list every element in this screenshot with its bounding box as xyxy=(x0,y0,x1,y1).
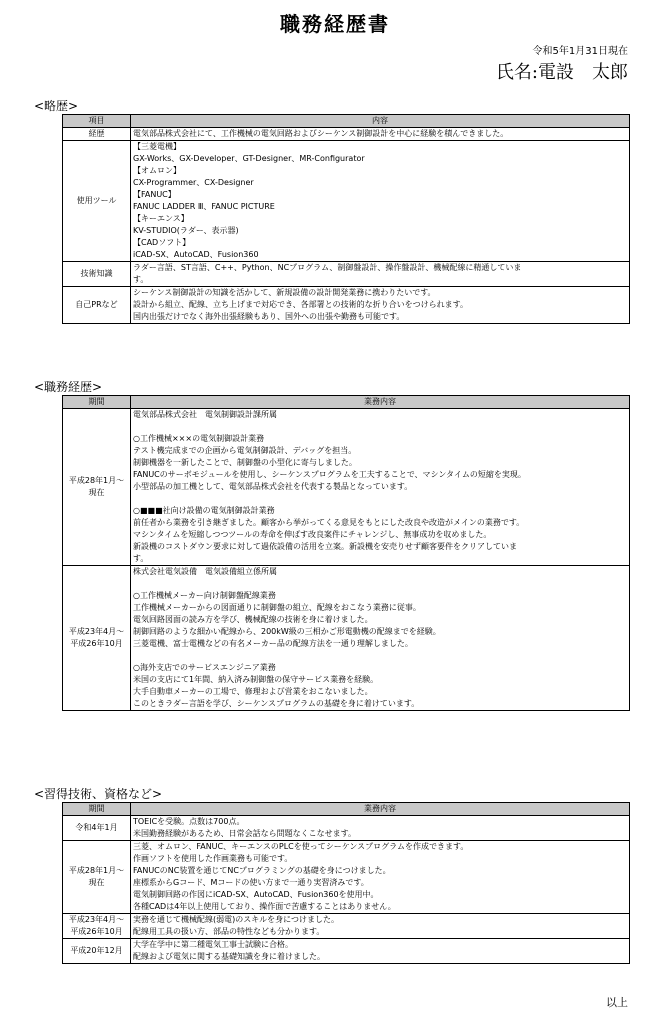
summary-row-content xyxy=(131,141,630,262)
career-row-line: ○工作機械×××の電気制御設計業務 xyxy=(133,434,265,443)
career-row-line: す。 xyxy=(133,554,149,563)
summary-row-line: FANUC LADDER Ⅲ、FANUC PICTURE xyxy=(133,202,275,211)
skills-row-label-line: 平成20年12月 xyxy=(70,946,123,955)
career-row xyxy=(63,566,630,711)
summary-row-line: CX-Programmer、CX-Designer xyxy=(133,178,254,187)
career-row-line: 大手自動車メーカーの工場で、修理および営業をおこないました。 xyxy=(133,687,373,696)
career-row-line: 新設機のコストダウン要求に対して過依設備の活用を立案。新設機を安売りせず顧客要件をクリアしていま xyxy=(133,542,517,551)
skills-row-label xyxy=(63,841,131,914)
summary-row-line: 【FANUC】 xyxy=(133,190,176,199)
career-row-line: ○海外支店でのサービスエンジニア業務 xyxy=(133,663,276,672)
skills-row-line: 座標系からGコード、Mコードの使い方まで一通り実習済みです。 xyxy=(133,878,369,887)
career-row-line: テスト機完成までの企画から電気制御設計、デバッグを担当。 xyxy=(133,446,357,455)
career-table xyxy=(62,395,630,711)
career-row-line: 電気回路図面の読み方を学び、機械配線の技術を身に着けました。 xyxy=(133,615,373,624)
skills-row-line: 作画ソフトを使用した作画業務も可能です。 xyxy=(133,854,293,863)
blank-line xyxy=(133,421,627,433)
career-row-label-line: 平成23年4月～ xyxy=(68,627,125,636)
career-row-label-line: 平成26年10月 xyxy=(70,639,123,648)
summary-row xyxy=(63,262,630,287)
career-row-label xyxy=(63,409,131,566)
summary-row-content xyxy=(131,262,630,287)
career-row-line: 制御回路のような細かい配線から、200kW級の三相かご形電動機の配線までを経験。 xyxy=(133,627,441,636)
career-header-period: 期間 xyxy=(63,396,131,409)
skills-row-content xyxy=(131,939,630,964)
blank-line xyxy=(133,493,627,505)
summary-row-line: 【オムロン】 xyxy=(133,166,181,175)
skills-row-line: 各種CADは4年以上使用しており、操作面で苦慮することはありません。 xyxy=(133,902,396,911)
summary-row-label: 経歴 xyxy=(63,128,131,141)
career-row-line: 三菱電機、富士電機などの有名メーカー品の配線方法を一通り理解しました。 xyxy=(133,639,413,648)
summary-row-line: iCAD-SX、AutoCAD、Fusion360 xyxy=(133,250,259,259)
skills-row-label xyxy=(63,816,131,841)
career-row-label-line: 平成28年1月～ xyxy=(68,476,125,485)
summary-row-content xyxy=(131,128,630,141)
skills-row-line: 大学在学中に第二種電気工事士試験に合格。 xyxy=(133,940,293,949)
career-row-line: ○■■■社向け設備の電気制御設計業務 xyxy=(133,506,275,515)
summary-row-line: す。 xyxy=(133,275,149,284)
summary-row-line: GX-Works、GX-Developer、GT-Designer、MR-Configurator xyxy=(133,154,365,163)
summary-row-line: シーケンス制御設計の知識を活かして、新規設備の設計開発業務に携わりたいです。 xyxy=(133,288,436,297)
skills-row xyxy=(63,939,630,964)
document-date: 令和5年1月31日現在 xyxy=(532,46,628,57)
career-row-line: 前任者から業務を引き継ぎました。顧客から挙がってくる意見をもとにした改良や改造がメインの業務です。 xyxy=(133,518,525,527)
summary-row-line: 電気部品株式会社にて、工作機械の電気回路およびシーケンス制御設計を中心に経験を積んできました。 xyxy=(133,129,509,138)
skills-row-line: FANUCのNC装置を通じてNCプログラミングの基礎を身につけました。 xyxy=(133,866,391,875)
skills-row-line: 配線および電気に関する基礎知識を身に着けました。 xyxy=(133,952,325,961)
summary-row-line: 【CADソフト】 xyxy=(133,238,191,247)
career-row-line: 工作機械メーカーからの図面通りに制御盤の組立、配線をおこなう業務に従事。 xyxy=(133,603,421,612)
skills-row-line: 米国勤務経験があるため、日常会話なら問題なくこなせます。 xyxy=(133,829,357,838)
closing-text: 以上 xyxy=(606,996,628,1009)
summary-row-content xyxy=(131,287,630,324)
skills-row-line: TOEICを受験。点数は700点。 xyxy=(133,817,245,826)
career-row-line: 電気部品株式会社 電気制御設計課所属 xyxy=(133,410,277,419)
summary-row-line: 【三菱電機】 xyxy=(133,142,181,151)
summary-row-line: 【キーエンス】 xyxy=(133,214,189,223)
skills-row xyxy=(63,816,630,841)
skills-row-line: 電気制御回路の作図にiCAD-SX、AutoCAD、Fusion360を使用中。 xyxy=(133,890,379,899)
career-row-line: 制御機器を一新したことで、制御盤の小型化に寄与しました。 xyxy=(133,458,357,467)
career-header-row xyxy=(63,396,630,409)
summary-row-label: 使用ツール xyxy=(63,141,131,262)
skills-row-label-line: 平成23年4月～ xyxy=(68,915,125,924)
career-row-line: マシンタイムを短縮しつつツールの寿命を伸ばす改良案件にチャレンジし、無事成功を収めました。 xyxy=(133,530,492,539)
career-row-label-line: 現在 xyxy=(88,488,105,497)
career-row-line: ○工作機械メーカー向け制御盤配線業務 xyxy=(133,591,276,600)
skills-section-label: <習得技術、資格など> xyxy=(34,787,163,801)
summary-row xyxy=(63,287,630,324)
summary-header-item: 項目 xyxy=(63,115,131,128)
skills-row-label-line: 令和4年1月 xyxy=(75,823,118,832)
career-row-line: 小型部品の加工機として、電気部品株式会社を代表する製品となっています。 xyxy=(133,482,413,491)
skills-row-content xyxy=(131,841,630,914)
summary-row xyxy=(63,128,630,141)
summary-row-line: ラダー言語、ST言語、C++、Python、NCプログラム、制御盤設計、操作盤設計、機械配線に精通していま xyxy=(133,263,522,272)
summary-row-line: 国内出張だけでなく海外出張経験もあり、国外への出張や勤務も可能です。 xyxy=(133,312,405,321)
career-row xyxy=(63,409,630,566)
summary-row-line: 設計から組立、配線、立ち上げまで対応でき、各部署との技術的な折り合いをつけられます。 xyxy=(133,300,469,309)
skills-row-content xyxy=(131,816,630,841)
career-header-content: 業務内容 xyxy=(131,396,630,409)
summary-row-label: 技術知識 xyxy=(63,262,131,287)
skills-row xyxy=(63,914,630,939)
career-row-line: 米国の支店にて1年間、納入済み制御盤の保守サービス業務を経験。 xyxy=(133,675,379,684)
career-row-line: FANUCのサーボモジュールを使用し、シーケンスプログラムを工夫することで、マシンタイムの短縮を実現。 xyxy=(133,470,526,479)
summary-header-content: 内容 xyxy=(131,115,630,128)
skills-row-label xyxy=(63,914,131,939)
applicant-name: 氏名:電設 太郎 xyxy=(495,62,628,83)
summary-table xyxy=(62,114,630,324)
blank-line xyxy=(133,650,627,662)
summary-section-label: <略歴> xyxy=(34,99,79,113)
document-title: 職務経歴書 xyxy=(280,12,390,36)
skills-row-label-line: 平成28年1月～ xyxy=(68,866,125,875)
skills-header-row xyxy=(63,803,630,816)
career-row-line: 株式会社電気設備 電気設備組立係所属 xyxy=(133,567,277,576)
skills-header-period: 期間 xyxy=(63,803,131,816)
skills-row xyxy=(63,841,630,914)
career-row-line: このときラダー言語を学び、シーケンスプログラムの基礎を身に着けています。 xyxy=(133,699,420,708)
summary-row-line: KV-STUDIO(ラダー、表示器) xyxy=(133,226,239,235)
skills-row-line: 三菱、オムロン、FANUC、キーエンスのPLCを使ってシーケンスプログラムを作成できます。 xyxy=(133,842,469,851)
skills-row-content xyxy=(131,914,630,939)
skills-row-label-line: 平成26年10月 xyxy=(70,927,123,936)
skills-row-label xyxy=(63,939,131,964)
career-row-content xyxy=(131,566,630,711)
summary-row xyxy=(63,141,630,262)
summary-row-label: 自己PRなど xyxy=(63,287,131,324)
career-row-content xyxy=(131,409,630,566)
career-row-label xyxy=(63,566,131,711)
career-section-label: <職務経歴> xyxy=(34,380,103,394)
skills-header-content: 業務内容 xyxy=(131,803,630,816)
skills-table xyxy=(62,802,630,964)
skills-row-line: 実務を通じて機械配線(弱電)のスキルを身につけました。 xyxy=(133,915,339,924)
skills-row-label-line: 現在 xyxy=(88,878,105,887)
blank-line xyxy=(133,578,627,590)
skills-row-line: 配線用工具の扱い方、部品の特性なども分かります。 xyxy=(133,927,325,936)
summary-header-row xyxy=(63,115,630,128)
